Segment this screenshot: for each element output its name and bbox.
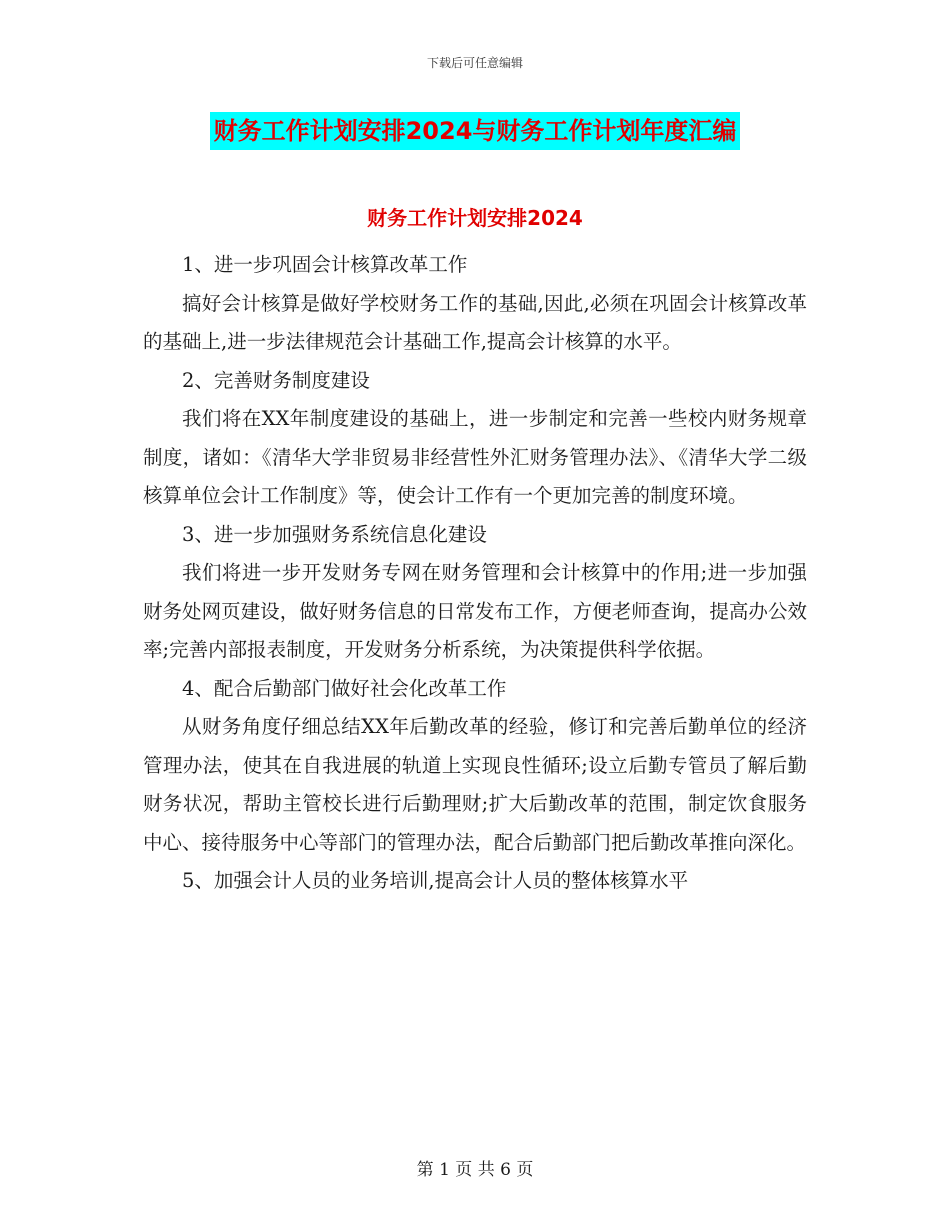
main-title: 财务工作计划安排2024与财务工作计划年度汇编	[210, 112, 741, 150]
section-title: 财务工作计划安排2024	[367, 206, 583, 230]
item-body-3: 我们将进一步开发财务专网在财务管理和会计核算中的作用;进一步加强财务处网页建设，做好财务信息的日常发布工作，方便老师查询，提高办公效率;完善内部报表制度，开发财务分析系统，为决策提供科学依据。	[143, 561, 807, 661]
page-number-footer: 第 1 页 共 6 页	[416, 1160, 534, 1180]
item-body-2: 我们将在XX年制度建设的基础上，进一步制定和完善一些校内财务规章制度，诸如：《清华大学非贸易非经营性外汇财务管理办法》、《清华大学二级核算单位会计工作制度》等，使会计工作有一个更加完善的制度环境。	[143, 407, 807, 507]
main-title-wrap	[0, 112, 950, 150]
item-heading-4: 4、配合后勤部门做好社会化改革工作	[182, 676, 507, 700]
header-note: 下载后可任意编辑	[426, 56, 523, 70]
document-body	[143, 246, 807, 901]
item-body-4: 从财务角度仔细总结XX年后勤改革的经验，修订和完善后勤单位的经济管理办法，使其在自我进展的轨道上实现良性循环;设立后勤专管员了解后勤财务状况，帮助主管校长进行后勤理财;扩大后勤改革的范围，制定饮食服务中心、接待服务中心等部门的管理办法，配合后勤部门把后勤改革推向深化。	[143, 715, 807, 854]
item-heading-3: 3、进一步加强财务系统信息化建设	[182, 522, 487, 546]
item-heading-1: 1、进一步巩固会计核算改革工作	[182, 253, 468, 276]
item-body-1: 搞好会计核算是做好学校财务工作的基础,因此,必须在巩固会计核算改革的基础上,进一步法律规范会计基础工作,提高会计核算的水平。	[143, 291, 807, 353]
item-heading-2: 2、完善财务制度建设	[182, 368, 370, 392]
item-heading-5: 5、加强会计人员的业务培训,提高会计人员的整体核算水平	[182, 869, 689, 892]
